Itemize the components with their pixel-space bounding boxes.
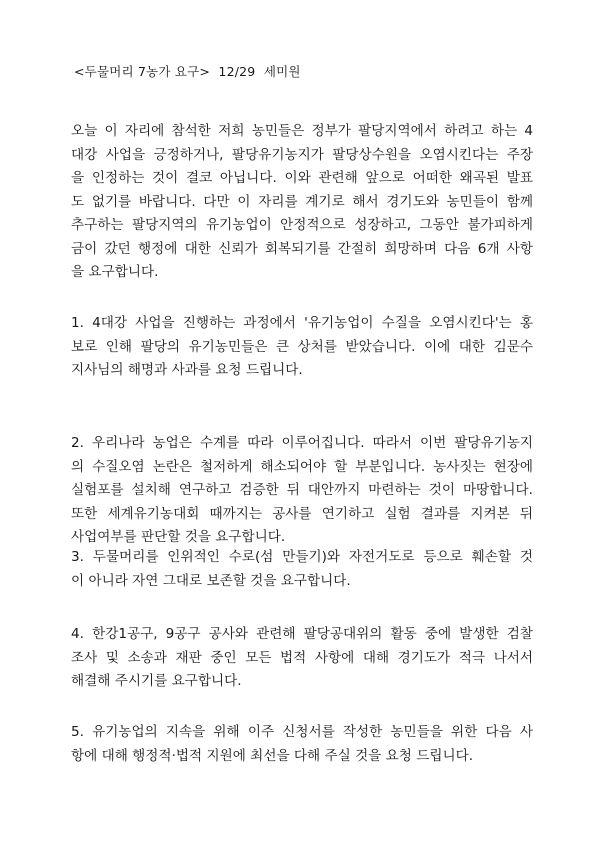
text-line: 도 없기를 바랍니다. 다만 이 자리를 계기로 해서 경기도와 농민들이 함께 (71, 193, 533, 210)
text-line: 해결해 주시기를 요구합니다. (71, 673, 242, 689)
text-line: 항에 대해 행정적·법적 지원에 최선을 다해 주실 것을 요청 드립니다. (71, 747, 474, 764)
text-line: 을 요구합니다. (71, 264, 159, 280)
demand-item-3 (71, 546, 533, 593)
text-line: 3. 두물머리를 인위적인 수로(섬 만들기)와 자전거도로 등으로 훼손할 것 (71, 549, 533, 565)
demand-item-2 (71, 432, 533, 550)
text-line: 2. 우리나라 농업은 수계를 따라 이루어집니다. 따라서 이번 팔당유기농지 (71, 435, 533, 451)
text-line: 또한 세계유기농대회 때까지는 공사를 연기하고 실험 결과를 지켜본 뒤 (71, 505, 533, 522)
text-line: 조사 및 소송과 재판 중인 모든 법적 사항에 대해 경기도가 적극 나서서 (71, 649, 533, 666)
header-title: <두물머리 7농가 요구> (74, 64, 211, 79)
text-line: 의 수질오염 논란은 철저하게 해소되어야 할 부분입니다. 농사짓는 현장에 (71, 458, 533, 475)
text-line: 금이 갔던 행정에 대한 신뢰가 회복되기를 간절히 희망하며 다음 6개 사항 (71, 240, 533, 257)
text-line: 5. 유기농업의 지속을 위해 이주 신청서를 작성한 농민들을 위한 다음 사 (71, 724, 533, 740)
text-line: 사업여부를 판단할 것을 요구합니다. (71, 529, 286, 545)
intro-paragraph (71, 120, 533, 285)
text-line: 이 아니라 자연 그대로 보존할 것을 요구합니다. (71, 572, 351, 589)
text-line: 을 인정하는 것이 결코 아닙니다. 이와 관련해 앞으로 어떠한 왜곡된 발표 (71, 170, 533, 186)
text-line: 보로 인해 팔당의 유기농민들은 큰 상처를 받았습니다. 이에 대한 김문수 (71, 338, 533, 355)
text-line: 추구하는 팔당지역의 유기농업이 안정적으로 성장하고, 그동안 불가피하게 (71, 217, 533, 233)
header-date: 12/29 (218, 64, 256, 79)
text-line: 실험포를 설치해 연구하고 검증한 뒤 대안까지 마련하는 것이 마땅합니다. (71, 482, 533, 498)
document-header (74, 62, 301, 80)
text-line: 4. 한강1공구, 9공구 공사와 관련해 팔당공대위의 활동 중에 발생한 검찰 (71, 626, 533, 642)
demand-item-4 (71, 623, 533, 694)
text-line: 대강 사업을 긍정하거나, 팔당유기농지가 팔당상수원을 오염시킨다는 주장 (71, 146, 533, 163)
header-author: 세미원 (263, 64, 301, 79)
text-line: 지사님의 해명과 사과를 요청 드립니다. (71, 362, 303, 378)
demand-item-5 (71, 721, 533, 768)
demand-item-1 (71, 312, 533, 383)
text-line: 1. 4대강 사업을 진행하는 과정에서 '유기농업이 수질을 오염시킨다'는 홍 (71, 315, 533, 331)
text-line: 오늘 이 자리에 참석한 저희 농민들은 정부가 팔당지역에서 하려고 하는 4 (71, 123, 533, 139)
